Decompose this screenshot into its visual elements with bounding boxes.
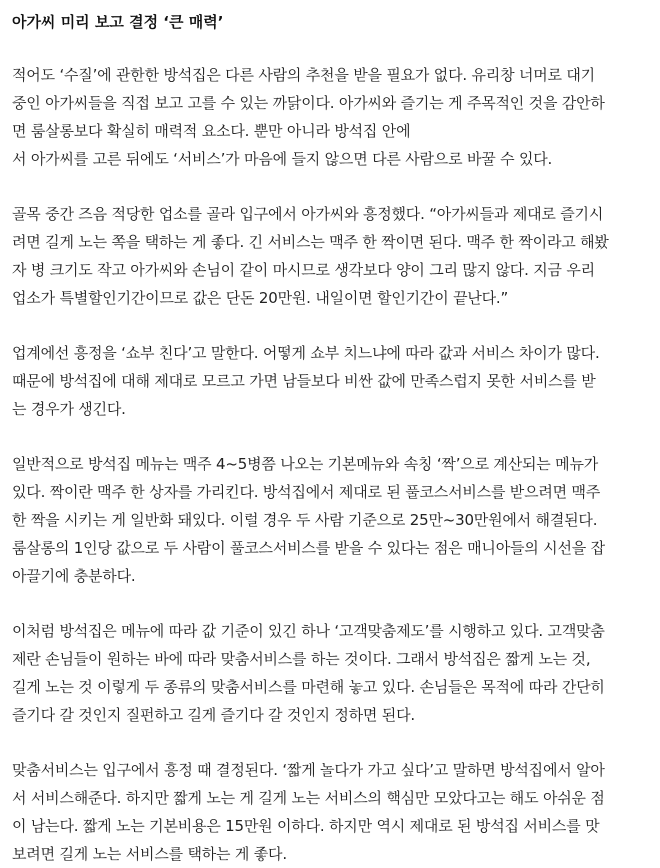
text-line: 한 짝을 시키는 게 일반화 돼있다. 이럴 경우 두 사람 기준으로 25만~30만원에서 해결된다. bbox=[12, 511, 598, 529]
text-line: 보려면 길게 노는 서비스를 택하는 게 좋다. bbox=[12, 845, 287, 863]
text-line: 면 룸살롱보다 확실히 매력적 요소다. 뿐만 아니라 방석집 안에 bbox=[12, 122, 411, 140]
text-line: 적어도 ‘수질’에 관한한 방석집은 다른 사람의 추천을 받을 필요가 없다. 유리창 너머로 대기 bbox=[12, 66, 595, 84]
paragraph bbox=[12, 450, 648, 590]
text-line: 일반적으로 방석집 메뉴는 맥주 4~5병쯤 나오는 기본메뉴와 속칭 ‘짝’으로 계산되는 메뉴가 bbox=[12, 455, 599, 473]
text-line: 즐기다 갈 것인지 질펀하고 길게 즐기다 갈 것인지 정하면 된다. bbox=[12, 706, 415, 724]
text-line: 골목 중간 즈음 적당한 업소를 골라 입구에서 아가씨와 흥정했다. “아가씨들과 제대로 즐기시 bbox=[12, 205, 604, 223]
paragraph bbox=[12, 61, 648, 173]
paragraph bbox=[12, 339, 648, 423]
text-line: 제란 손님들이 원하는 바에 따라 맞춤서비스를 하는 것이다. 그래서 방석집은 짧게 노는 것, bbox=[12, 650, 591, 668]
text-line: 때문에 방석집에 대해 제대로 모르고 가면 남들보다 비싼 값에 만족스럽지 못한 서비스를 받 bbox=[12, 372, 596, 390]
paragraph bbox=[12, 200, 648, 312]
text-line: 중인 아가씨들을 직접 보고 고를 수 있는 까닭이다. 아가씨와 즐기는 게 주목적인 것을 감안하 bbox=[12, 94, 605, 112]
text-line: 이처럼 방석집은 메뉴에 따라 값 기준이 있긴 하나 ‘고객맞춤제도’를 시행하고 있다. 고객맞춤 bbox=[12, 622, 605, 640]
text-line: 려면 길게 노는 쪽을 택하는 게 좋다. 긴 서비스는 맥주 한 짝이면 된다. 맥주 한 짝이라고 해봤 bbox=[12, 233, 609, 251]
text-line: 업소가 특별할인기간이므로 값은 단돈 20만원. 내일이면 할인기간이 끝난다.” bbox=[12, 289, 509, 307]
text-line: 이 남는다. 짧게 노는 기본비용은 15만원 이하다. 하지만 역시 제대로 된 방석집 서비스를 맛 bbox=[12, 817, 600, 835]
text-line: 길게 노는 것 이렇게 두 종류의 맞춤서비스를 마련해 놓고 있다. 손님들은 목적에 따라 간단히 bbox=[12, 678, 605, 696]
article-headline: 아가씨 미리 보고 결정 ‘큰 매력’ bbox=[12, 13, 224, 31]
text-line: 맞춤서비스는 입구에서 흥정 때 결정된다. ‘짧게 놀다가 가고 싶다’고 말하면 방석집에서 알아 bbox=[12, 761, 605, 779]
paragraph bbox=[12, 617, 648, 729]
text-line: 있다. 짝이란 맥주 한 상자를 가리킨다. 방석집에서 제대로 된 풀코스서비스를 받으려면 맥주 bbox=[12, 483, 601, 501]
text-line: 자 병 크기도 작고 아가씨와 손님이 같이 마시므로 생각보다 양이 그리 많지 않다. 지금 우리 bbox=[12, 261, 595, 279]
text-line: 서 아가씨를 고른 뒤에도 ‘서비스’가 마음에 들지 않으면 다른 사람으로 바꿀 수 있다. bbox=[12, 150, 553, 168]
paragraph bbox=[12, 756, 648, 868]
text-line: 업계에선 흥정을 ‘쇼부 친다’고 말한다. 어떻게 쇼부 치느냐에 따라 값과 서비스 차이가 많다. bbox=[12, 344, 600, 362]
text-line: 룸살롱의 1인당 값으로 두 사람이 풀코스서비스를 받을 수 있다는 점은 매니아들의 시선을 잡 bbox=[12, 539, 605, 557]
text-line: 아끌기에 충분하다. bbox=[12, 567, 136, 585]
text-line: 서 서비스해준다. 하지만 짧게 노는 게 길게 노는 서비스의 핵심만 모았다고는 해도 아쉬운 점 bbox=[12, 789, 605, 807]
text-line: 는 경우가 생긴다. bbox=[12, 400, 126, 418]
